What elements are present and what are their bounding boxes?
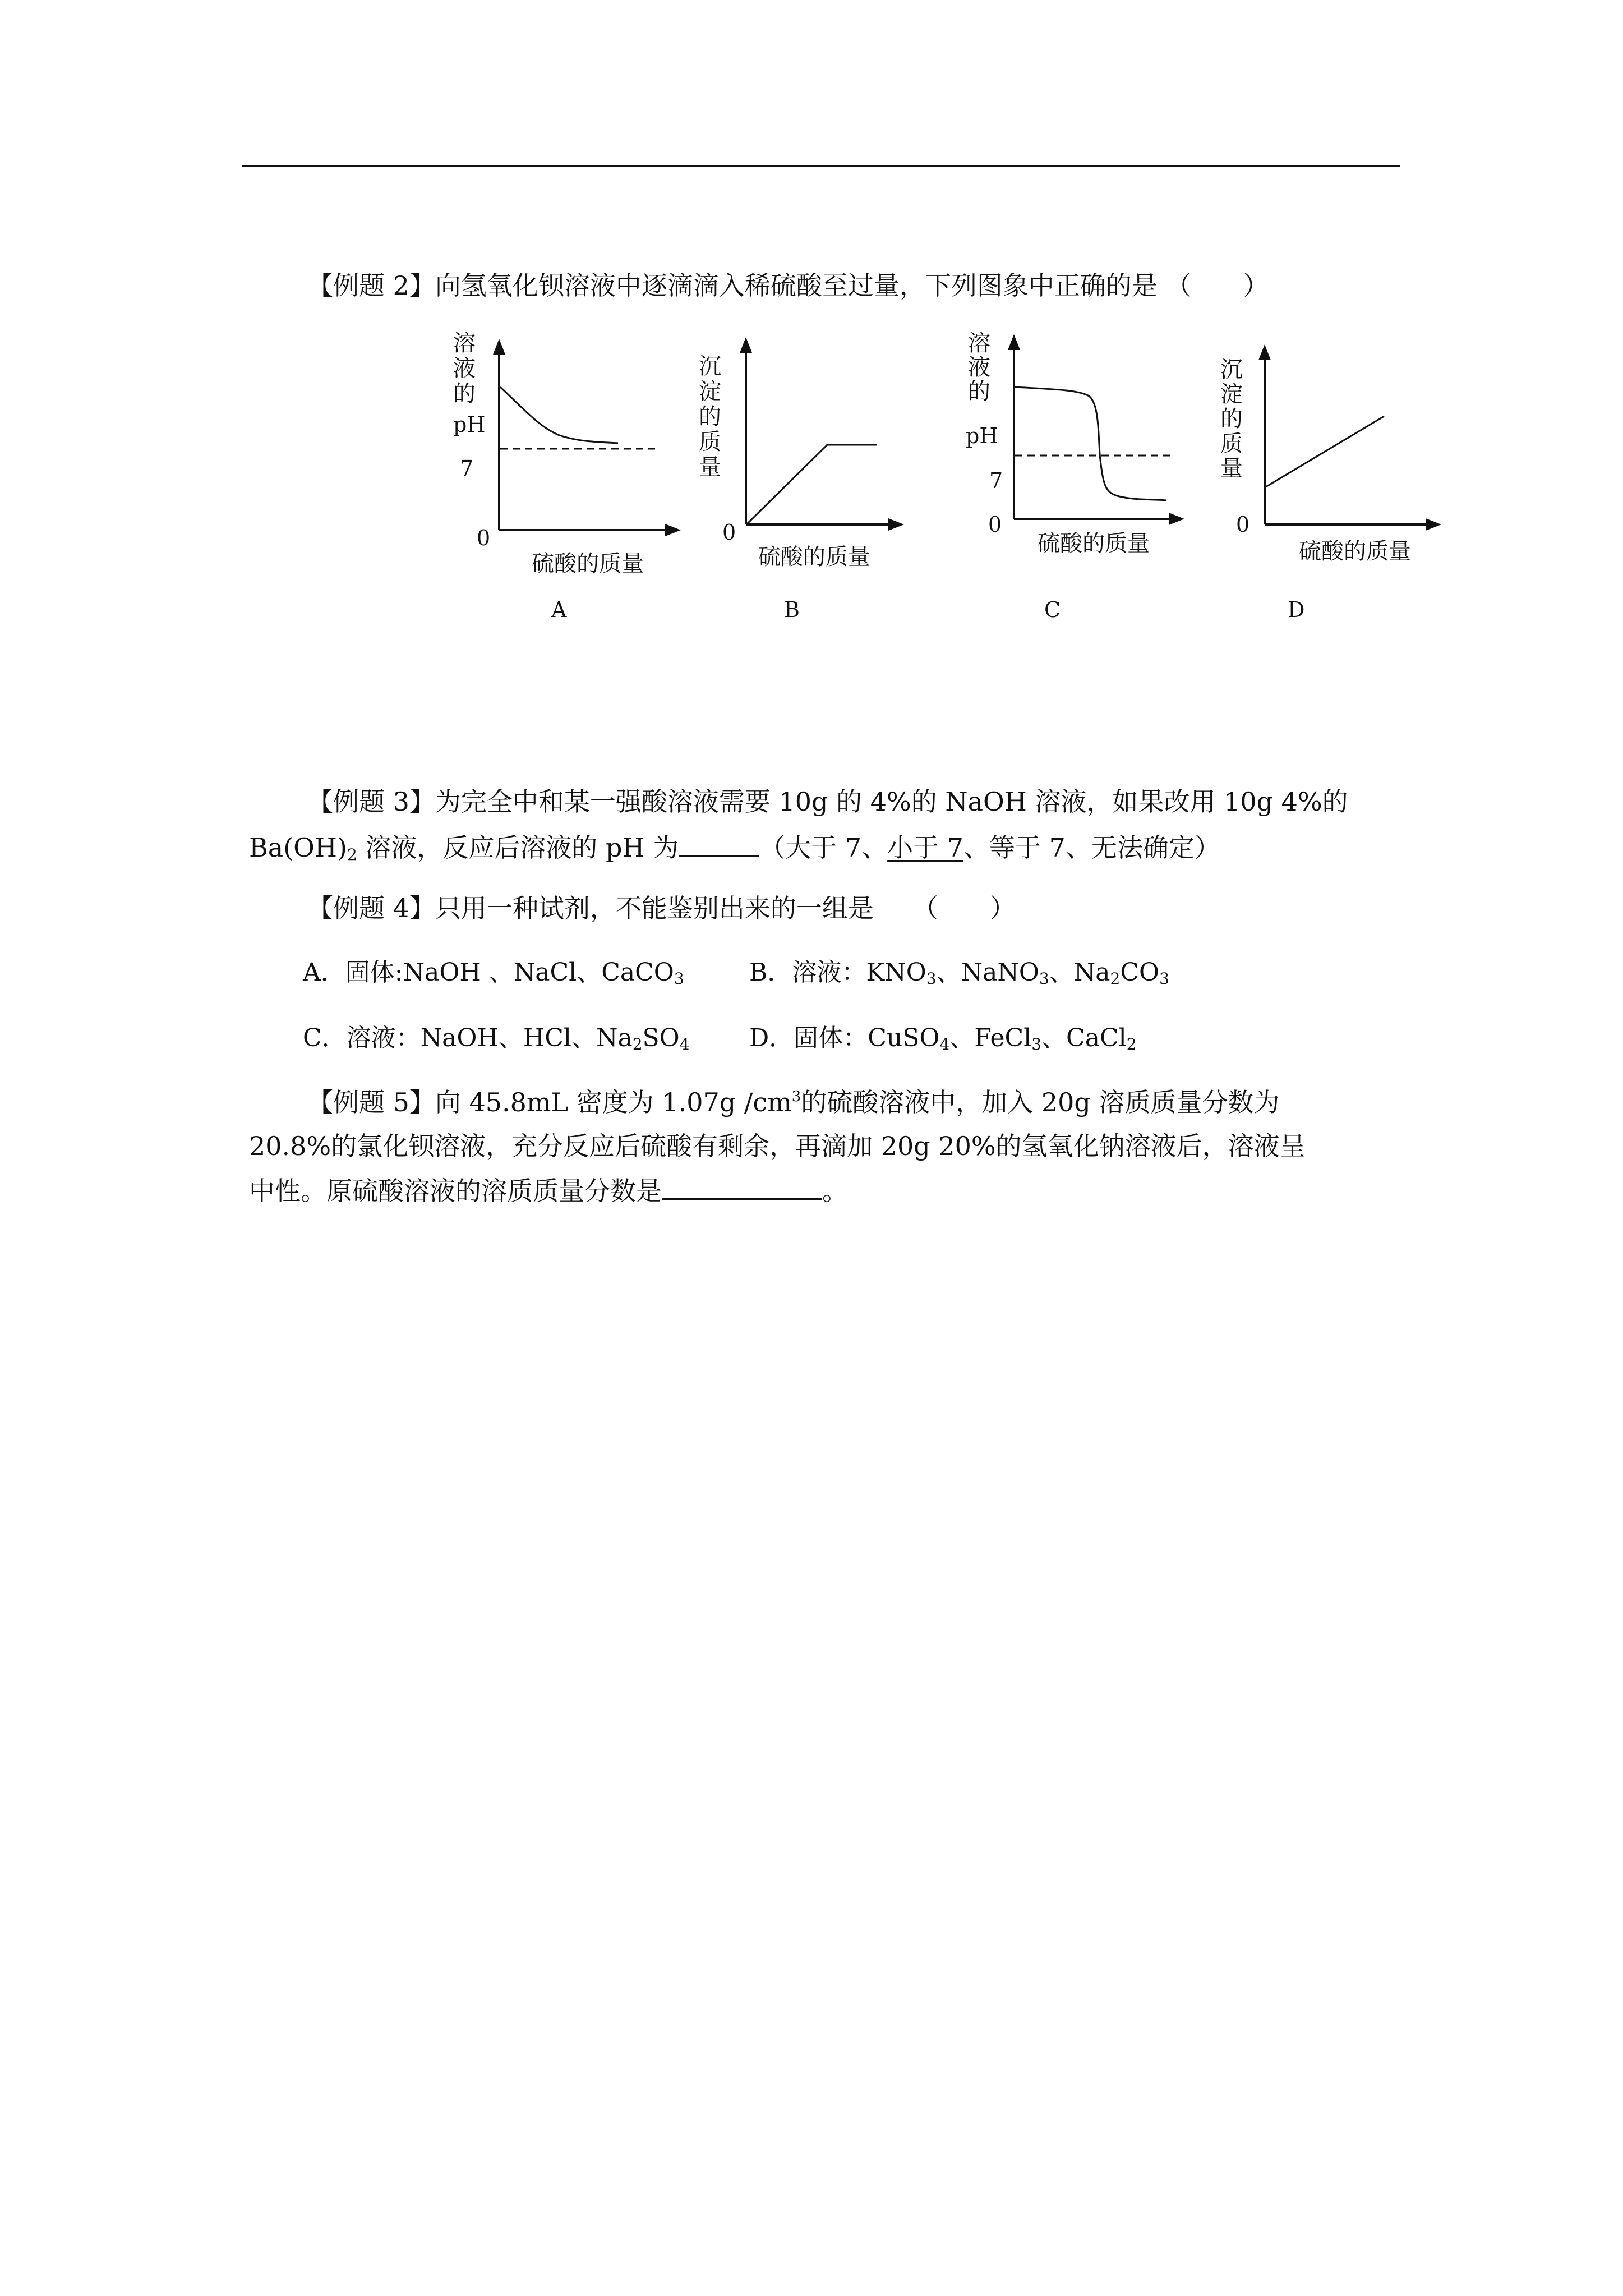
- graph-d-ylabel-2: 淀: [1220, 381, 1243, 407]
- graph-a-ylabel-3: 的: [453, 381, 476, 407]
- example-3-formula-sub: 2: [347, 845, 357, 864]
- example-5-sup: 3: [791, 1088, 801, 1105]
- graph-a: [453, 330, 681, 622]
- graph-c-ylabel-4: pH: [966, 424, 998, 448]
- option-d-text-1: D．固体：CuSO: [749, 1024, 940, 1052]
- option-d-sub-2: 3: [1031, 1035, 1042, 1053]
- option-b-text-4: CO: [1120, 958, 1160, 987]
- example-2-graphs: [0, 0, 1623, 673]
- example-4-question: 【例题 4】只用一种试剂，不能鉴别出来的一组是 （ ）: [307, 893, 1016, 923]
- graph-a-origin: 0: [477, 526, 491, 550]
- graph-a-ylabel-2: 液: [453, 356, 476, 381]
- option-d-text-2: 、FeCl: [949, 1024, 1032, 1052]
- graph-b-precipitate-line: [748, 445, 877, 523]
- graph-a-tick-7: 7: [460, 456, 474, 481]
- example-4-option-d: [749, 1021, 1137, 1056]
- example-4-option-a: [303, 955, 684, 990]
- example-3-choices-end: 、等于 7、无法确定）: [963, 832, 1220, 863]
- graph-d-precipitate-line: [1266, 416, 1384, 487]
- graph-c-ph-curve: [1015, 387, 1166, 500]
- option-c-sub-2: 4: [679, 1035, 690, 1053]
- example-4-option-c: [303, 1021, 690, 1056]
- graph-b: [699, 337, 904, 622]
- graph-b-xlabel: 硫酸的质量: [758, 544, 870, 570]
- option-c-sub-1: 2: [632, 1035, 643, 1053]
- graph-c-ylabel-2: 液: [968, 355, 990, 380]
- graph-d-ylabel-3: 的: [1220, 406, 1243, 432]
- option-b-text-2: 、NaNO: [936, 958, 1039, 987]
- example-5-period: 。: [822, 1176, 848, 1206]
- graph-d: [1220, 344, 1441, 622]
- graph-d-origin: 0: [1236, 512, 1250, 537]
- graph-c: [966, 330, 1184, 622]
- option-d-text-3: 、CaCl: [1041, 1024, 1127, 1052]
- graph-d-xlabel: 硫酸的质量: [1299, 539, 1411, 564]
- example-5-line-3: [249, 1172, 848, 1208]
- graph-b-ylabel-3: 的: [699, 404, 721, 430]
- example-5-answer-blank[interactable]: [662, 1172, 822, 1200]
- option-b-sub-2: 3: [1039, 969, 1049, 988]
- example-5-line-1: [307, 1085, 1280, 1120]
- option-c-text-1: C．溶液：NaOH、HCl、Na: [303, 1024, 633, 1052]
- graph-c-origin: 0: [988, 512, 1002, 537]
- example-5-line-2: 20.8%的氯化钡溶液，充分反应后硫酸有剩余，再滴加 20g 20%的氢氧化钠溶液后，溶液呈: [249, 1131, 1306, 1161]
- graph-b-ylabel-2: 淀: [699, 379, 721, 404]
- graph-a-letter: A: [551, 597, 567, 622]
- example-4-option-b: [749, 955, 1169, 990]
- graph-a-xlabel: 硫酸的质量: [532, 551, 644, 577]
- example-3-line-2: [249, 829, 1220, 865]
- example-5-text-1: 【例题 5】向 45.8mL 密度为 1.07g /cm: [307, 1087, 792, 1117]
- graph-d-letter: D: [1288, 597, 1305, 622]
- graph-c-ylabel-1: 溶: [968, 330, 990, 356]
- option-a-sub: 3: [674, 969, 684, 988]
- option-a-text: A．固体:NaOH 、NaCl、CaCO: [303, 958, 674, 987]
- example-5-text-3: 中性。原硫酸溶液的溶质质量分数是: [249, 1176, 662, 1206]
- graph-b-ylabel-4: 质: [699, 429, 721, 455]
- graph-c-ylabel-3: 的: [968, 379, 990, 404]
- option-b-sub-4: 3: [1159, 969, 1169, 988]
- example-3-line-1: 【例题 3】为完全中和某一强酸溶液需要 10g 的 4%的 NaOH 溶液，如果改用 10g 4%的: [307, 786, 1348, 817]
- option-b-text-1: B．溶液：KNO: [749, 958, 926, 987]
- option-c-text-2: SO: [642, 1024, 680, 1052]
- option-b-sub-3: 2: [1110, 969, 1121, 988]
- example-3-text: 溶液，反应后溶液的 pH 为: [357, 832, 679, 863]
- graph-a-ylabel-4: pH: [453, 412, 486, 437]
- example-2-question: 【例题 2】向氢氧化钡溶液中逐滴滴入稀硫酸至过量，下列图象中正确的是 （ ）: [307, 270, 1269, 301]
- graph-b-letter: B: [784, 597, 800, 622]
- option-d-sub-1: 4: [939, 1035, 950, 1053]
- example-3-answer-blank[interactable]: [679, 829, 759, 857]
- example-3-underlined-choice: 小于 7: [887, 832, 963, 863]
- example-3-formula: Ba(OH): [249, 832, 347, 863]
- example-3-choices-start: （大于 7、: [759, 832, 888, 863]
- graph-d-ylabel-4: 质: [1220, 431, 1243, 457]
- option-b-sub-1: 3: [926, 969, 937, 988]
- graph-c-xlabel: 硫酸的质量: [1038, 531, 1150, 556]
- graph-d-ylabel-1: 沉: [1220, 357, 1243, 383]
- graph-a-ph-curve: [500, 387, 618, 443]
- graph-b-ylabel-1: 沉: [699, 353, 721, 379]
- graph-a-ylabel-1: 溶: [453, 330, 476, 356]
- graph-d-ylabel-5: 量: [1220, 455, 1243, 481]
- graph-b-ylabel-5: 量: [699, 454, 721, 480]
- example-5-text-2: 的硫酸溶液中，加入 20g 溶质质量分数为: [801, 1087, 1280, 1117]
- option-b-text-3: 、Na: [1049, 958, 1110, 987]
- graph-b-origin: 0: [722, 520, 736, 545]
- graph-c-letter: C: [1044, 597, 1061, 622]
- option-d-sub-3: 2: [1126, 1035, 1137, 1053]
- graph-c-tick-7: 7: [989, 468, 1003, 493]
